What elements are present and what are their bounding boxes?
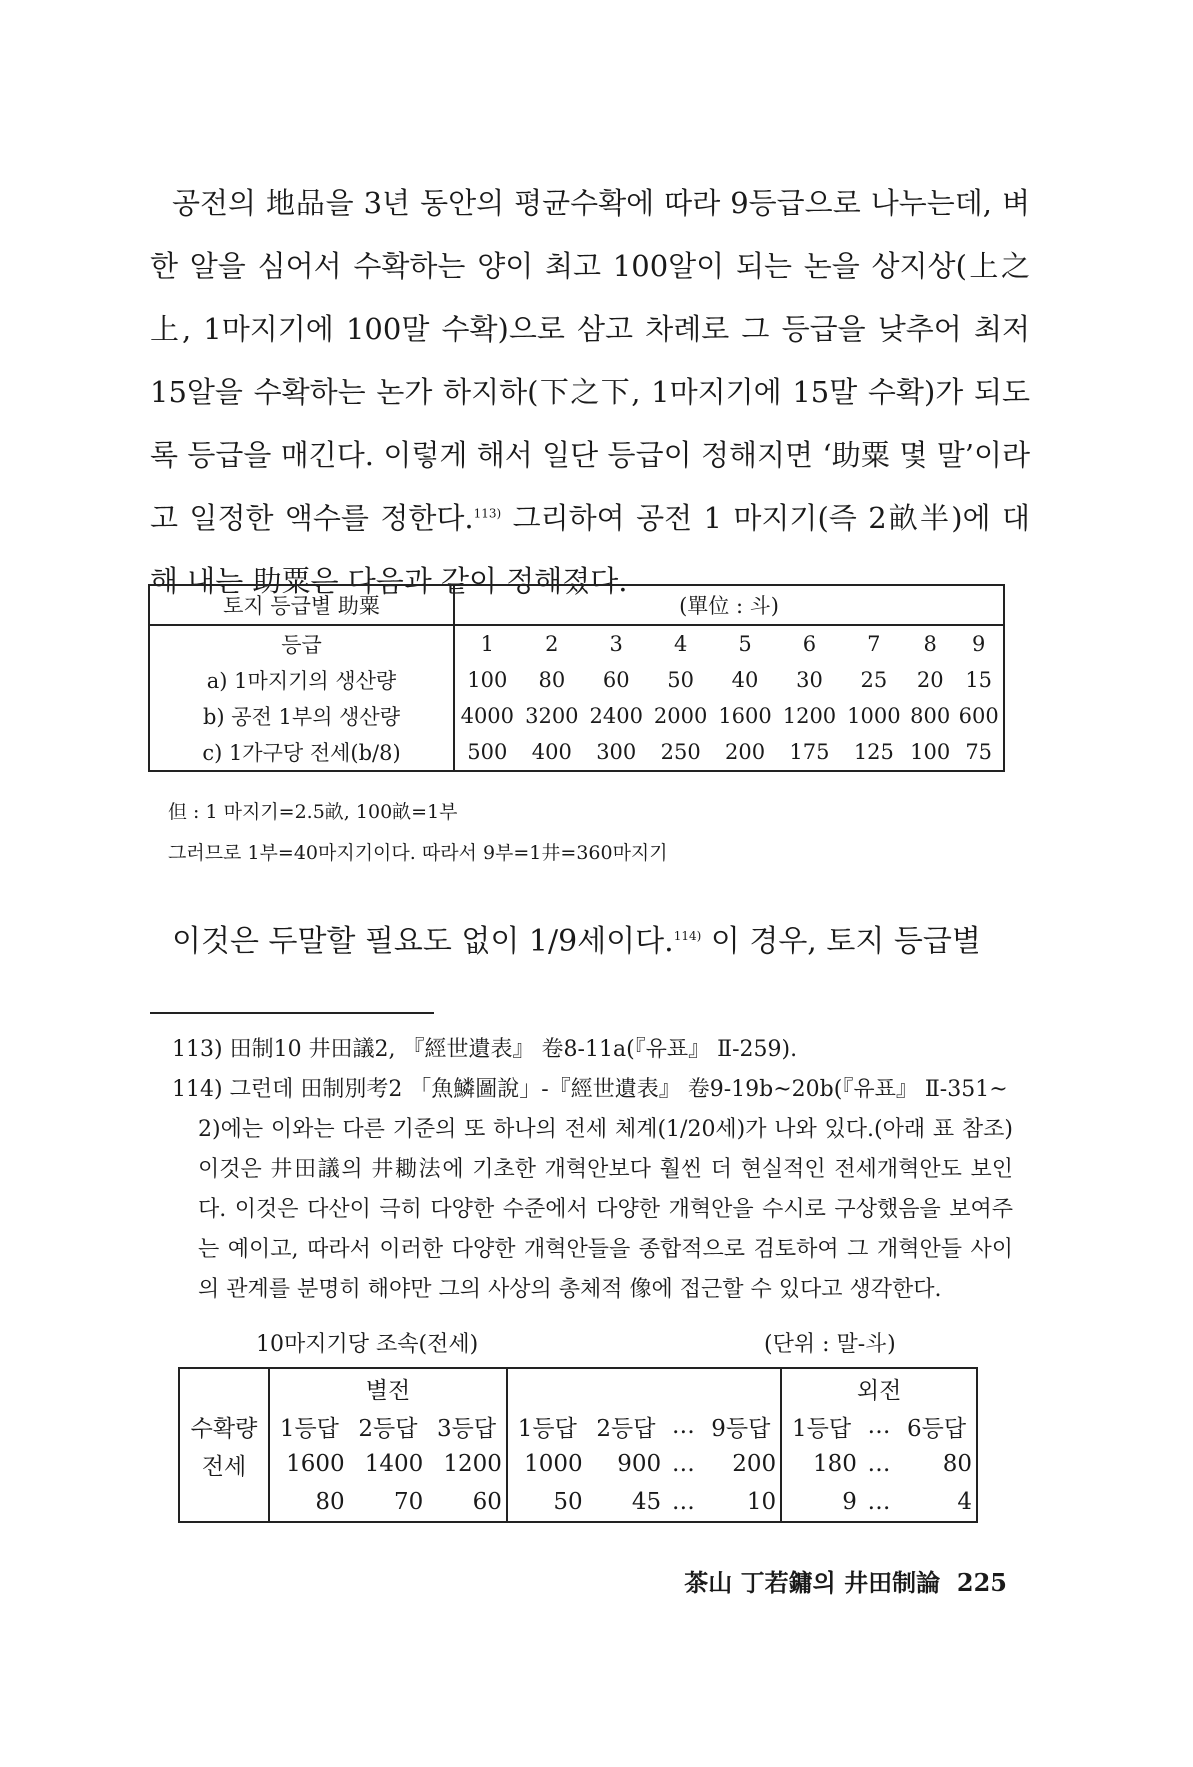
cell: 250	[660, 740, 701, 764]
cell: 75	[965, 740, 993, 764]
footnote-rule	[150, 1012, 434, 1014]
cell: 900	[617, 1451, 662, 1477]
table1-grade: 9	[972, 632, 986, 656]
col-header: 9등답	[701, 1407, 781, 1445]
cell: 800	[910, 704, 951, 728]
cell: 10	[701, 1483, 781, 1522]
table2-unit: (단위 : 말-斗)	[764, 1332, 896, 1357]
group-header-oejeon: 외전	[856, 1377, 902, 1404]
row-label: b) 공전 1부의 생산량	[149, 698, 454, 734]
table1-grade: 6	[802, 632, 817, 656]
cell: 80	[942, 1451, 972, 1477]
table1-grade: 8	[923, 632, 937, 656]
paragraph-1-text: 공전의 地品을 3년 동안의 평균수확에 따라 9등급으로 나누는데, 벼 한 알을 심어서 수확하는 양이 최고 100알이 되는 논을 상지상(上之上, 1마지기에 100말 수확)으로 삼고 차례로 그 등급을 낮추어 최저 15알을 수확하는 논가 하지하(下之下, 1마지기에 15말 수확)가 되도록 등급을 매긴다. 이렇게 해서 일단 등급이 정해지면 ‘助粟 몇 말’이라고 일정한 액수를 정한다.	[150, 186, 1030, 535]
cell: 80	[315, 1489, 345, 1515]
table1-grade: 3	[609, 632, 623, 656]
table-row	[179, 1483, 977, 1522]
cell: 2400	[589, 704, 643, 728]
col-header: 2등답	[596, 1415, 656, 1442]
paragraph-1-continuation: 그리하여 공전 1 마지기(즉 2畝半)에 대해 내는 助粟은 다음과 같이 정해졌다.	[150, 501, 1030, 598]
cell: 60	[602, 668, 630, 692]
col-header: 1등답	[517, 1415, 577, 1442]
cell: 1000	[524, 1451, 583, 1477]
cell: 1400	[364, 1451, 424, 1477]
cell: …	[867, 1451, 891, 1477]
table1-grade-label: 등급	[149, 625, 454, 662]
cell: 1200	[427, 1445, 507, 1483]
footnote-ref-113: 113)	[473, 506, 502, 521]
cell: 200	[701, 1445, 781, 1483]
table1-note-2: 그러므로 1부=40마지기이다. 따라서 9부=1井=360마지기	[168, 842, 668, 864]
grade-table	[148, 584, 1005, 772]
cell: 9	[842, 1489, 857, 1515]
cell: 3200	[525, 704, 579, 728]
table2-caption: 10마지기당 조속(전세)	[256, 1332, 479, 1357]
cell: 1600	[286, 1451, 345, 1477]
page-number: 225	[956, 1568, 1007, 1597]
cell: 2000	[653, 704, 708, 728]
col-header: 6등답	[907, 1415, 967, 1442]
cell: 400	[531, 740, 572, 764]
paragraph-2-continuation: 이 경우, 토지 등급별	[701, 924, 981, 959]
cell: 200	[725, 740, 766, 764]
cell: 45	[631, 1489, 662, 1515]
cell: …	[867, 1489, 891, 1515]
table1-grade: 4	[673, 632, 688, 656]
cell: 20	[916, 668, 944, 692]
cell: 180	[812, 1451, 857, 1477]
table-row	[149, 662, 1004, 698]
group-header-byeoljeon: 별전	[269, 1368, 507, 1407]
cell: 50	[667, 668, 694, 692]
row-label: c) 1가구당 전세(b/8)	[149, 734, 454, 771]
cell: 125	[853, 740, 894, 764]
cell: 1600	[718, 704, 772, 728]
page-footer	[684, 1563, 1007, 1598]
cell: 300	[596, 740, 637, 764]
table1-grade: 2	[545, 632, 559, 656]
cell: 50	[553, 1489, 583, 1515]
table1-grade: 1	[480, 632, 494, 656]
cell: 25	[860, 668, 888, 692]
footnote-ref-114: 114)	[673, 929, 702, 943]
footnote-114-first-line: 114) 그런데 田制別考2 「魚鱗圖說」-『經世遺表』 卷9-19b~20b(『유표』 Ⅱ-351~	[172, 1077, 1008, 1102]
table-row	[149, 698, 1004, 734]
cell: 100	[467, 668, 508, 692]
col-header: …	[671, 1413, 695, 1439]
table1-grade: 7	[867, 632, 881, 656]
row-label: a) 1마지기의 생산량	[149, 662, 454, 698]
cell: …	[671, 1489, 695, 1515]
table1-title: 토지 등급별 助粟	[149, 585, 454, 625]
cell: 40	[731, 668, 759, 692]
cell: 80	[538, 668, 566, 692]
cell: 1000	[847, 704, 901, 728]
row-label-harvest: 수확량	[179, 1407, 269, 1445]
running-title: 茶山 丁若鏞의 井田制論	[684, 1568, 941, 1597]
cell: 600	[958, 704, 999, 728]
col-header: …	[867, 1413, 891, 1439]
table-row	[149, 734, 1004, 771]
row-label-tax: 전세	[179, 1445, 269, 1483]
table1-unit: (單位 : 斗)	[454, 585, 1004, 625]
col-header: 1등답	[279, 1415, 339, 1442]
col-header: 1등답	[791, 1415, 852, 1442]
paragraph-2	[150, 910, 1030, 973]
cell: 30	[796, 668, 823, 692]
cell: …	[671, 1451, 695, 1477]
cell: 500	[467, 740, 508, 764]
table1-note-1: 但 : 1 마지기=2.5畝, 100畝=1부	[168, 801, 458, 823]
footnote-114-body: 2)에는 이와는 다른 기준의 또 하나의 전세 체계(1/20세)가 나와 있다.(아래 표 참조) 이것은 井田議의 井耡法에 기초한 개혁안보다 훨씬 더 현실적인 전세개혁안도 보인다. 이것은 다산이 극히 다양한 수준에서 다양한 개혁안을 수시로 구상했음을 보여주는 예이고, 따라서 이러한 다양한 개혁안들을 종합적으로 검토하여 그 개혁안들 사이의 관계를 분명히 해야만 그의 사상의 총체적 像에 접근할 수 있다고 생각한다.	[198, 1117, 1013, 1302]
cell: 70	[393, 1489, 424, 1515]
cell: 175	[789, 740, 830, 764]
cell: 60	[427, 1483, 507, 1522]
table1-grade: 5	[738, 632, 752, 656]
cell: 1200	[782, 704, 837, 728]
footnote-113: 113) 田制10 井田議2, 『經世遺表』 卷8-11a(『유표』 Ⅱ-259).	[172, 1037, 798, 1062]
cell: 4000	[460, 704, 515, 728]
paragraph-1	[150, 172, 1030, 613]
table-row	[179, 1445, 977, 1483]
tax-table	[178, 1367, 978, 1523]
cell: 15	[965, 668, 993, 692]
cell: 4	[957, 1489, 972, 1515]
paragraph-2-text: 이것은 두말할 필요도 없이 1/9세이다.	[172, 924, 674, 959]
col-header: 2등답	[358, 1415, 418, 1442]
cell: 100	[910, 740, 951, 764]
col-header: 3등답	[427, 1407, 507, 1445]
